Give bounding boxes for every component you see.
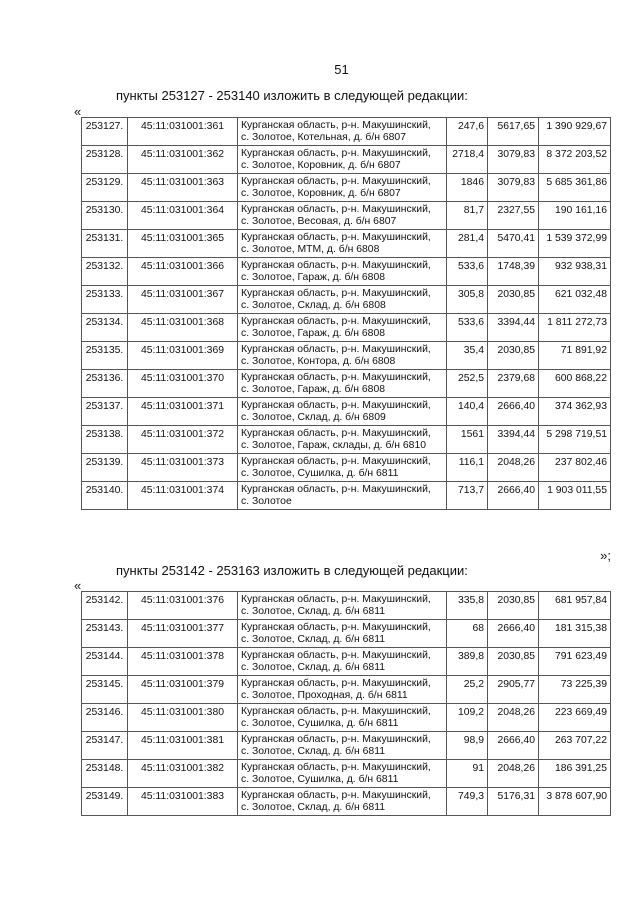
rate-cell: 2030,85 xyxy=(488,342,539,370)
address-line-2: с. Золотое, Гараж, д. б/н 6808 xyxy=(241,272,386,283)
area-cell: 1561 xyxy=(447,426,488,454)
cadastral-value-cell: 374 362,93 xyxy=(539,398,611,426)
area-cell: 1846 xyxy=(447,174,488,202)
area-cell: 98,9 xyxy=(447,732,488,760)
rate-cell: 5176,31 xyxy=(488,788,539,816)
cadastral-number-cell: 45:11:031001:365 xyxy=(128,230,238,258)
address-cell xyxy=(238,620,447,648)
cadastral-number-cell: 45:11:031001:369 xyxy=(128,342,238,370)
area-cell: 2718,4 xyxy=(447,146,488,174)
address-line-1: Курганская область, р-н. Макушинский, xyxy=(241,176,431,187)
table-row xyxy=(82,620,611,648)
table-row xyxy=(82,592,611,620)
cadastral-value-cell: 237 802,46 xyxy=(539,454,611,482)
table-row xyxy=(82,370,611,398)
row-number-cell: 253134. xyxy=(82,314,128,342)
row-number-cell: 253138. xyxy=(82,426,128,454)
row-number-cell: 253146. xyxy=(82,704,128,732)
row-number-cell: 253149. xyxy=(82,788,128,816)
row-number-cell: 253127. xyxy=(82,118,128,146)
address-cell xyxy=(238,788,447,816)
address-cell xyxy=(238,704,447,732)
row-number-cell: 253142. xyxy=(82,592,128,620)
address-cell xyxy=(238,592,447,620)
cadastral-value-cell: 73 225,39 xyxy=(539,676,611,704)
rate-cell: 2048,26 xyxy=(488,454,539,482)
cadastral-number-cell: 45:11:031001:374 xyxy=(128,482,238,510)
row-number-cell: 253129. xyxy=(82,174,128,202)
address-line-1: Курганская область, р-н. Макушинский, xyxy=(241,372,431,383)
cadastral-value-cell: 263 707,22 xyxy=(539,732,611,760)
area-cell: 749,3 xyxy=(447,788,488,816)
row-number-cell: 253144. xyxy=(82,648,128,676)
table-row xyxy=(82,202,611,230)
table-row xyxy=(82,732,611,760)
cadastral-value-cell: 1 539 372,99 xyxy=(539,230,611,258)
cadastral-number-cell: 45:11:031001:373 xyxy=(128,454,238,482)
address-cell xyxy=(238,398,447,426)
page-number: 51 xyxy=(334,62,349,77)
row-number-cell: 253133. xyxy=(82,286,128,314)
cadastral-number-cell: 45:11:031001:372 xyxy=(128,426,238,454)
address-cell xyxy=(238,370,447,398)
address-line-1: Курганская область, р-н. Макушинский, xyxy=(241,120,431,131)
cadastral-value-cell: 681 957,84 xyxy=(539,592,611,620)
cadastral-number-cell: 45:11:031001:370 xyxy=(128,370,238,398)
address-line-2: с. Золотое, Коровник, д. б/н 6807 xyxy=(241,188,401,199)
cadastral-value-cell: 8 372 203,52 xyxy=(539,146,611,174)
address-line-2: с. Золотое, МТМ, д. б/н 6808 xyxy=(241,244,380,255)
cadastral-value-cell: 5 685 361,86 xyxy=(539,174,611,202)
cadastral-number-cell: 45:11:031001:364 xyxy=(128,202,238,230)
address-line-1: Курганская область, р-н. Макушинский, xyxy=(241,260,431,271)
table-row xyxy=(82,286,611,314)
cadastral-number-cell: 45:11:031001:362 xyxy=(128,146,238,174)
address-cell xyxy=(238,146,447,174)
address-line-1: Курганская область, р-н. Макушинский, xyxy=(241,594,431,605)
rate-cell: 2048,26 xyxy=(488,760,539,788)
address-line-1: Курганская область, р-н. Макушинский, xyxy=(241,650,431,661)
address-cell xyxy=(238,314,447,342)
row-number-cell: 253132. xyxy=(82,258,128,286)
area-cell: 252,5 xyxy=(447,370,488,398)
row-number-cell: 253147. xyxy=(82,732,128,760)
area-cell: 533,6 xyxy=(447,258,488,286)
rate-cell: 1748,39 xyxy=(488,258,539,286)
row-number-cell: 253136. xyxy=(82,370,128,398)
table-row xyxy=(82,454,611,482)
cadastral-number-cell: 45:11:031001:379 xyxy=(128,676,238,704)
address-cell xyxy=(238,454,447,482)
row-number-cell: 253130. xyxy=(82,202,128,230)
area-cell: 281,4 xyxy=(447,230,488,258)
area-cell: 81,7 xyxy=(447,202,488,230)
cadastral-value-cell: 791 623,49 xyxy=(539,648,611,676)
area-cell: 389,8 xyxy=(447,648,488,676)
table-row xyxy=(82,788,611,816)
address-cell xyxy=(238,482,447,510)
table-row xyxy=(82,482,611,510)
table-row xyxy=(82,760,611,788)
cadastral-value-cell: 190 161,16 xyxy=(539,202,611,230)
table-row xyxy=(82,258,611,286)
cadastral-value-cell: 3 878 607,90 xyxy=(539,788,611,816)
area-cell: 116,1 xyxy=(447,454,488,482)
table-row xyxy=(82,342,611,370)
address-line-2: с. Золотое, Гараж, д. б/н 6808 xyxy=(241,384,386,395)
address-line-1: Курганская область, р-н. Макушинский, xyxy=(241,344,431,355)
address-line-1: Курганская область, р-н. Макушинский, xyxy=(241,706,431,717)
rate-cell: 2666,40 xyxy=(488,732,539,760)
address-cell xyxy=(238,676,447,704)
cadastral-number-cell: 45:11:031001:367 xyxy=(128,286,238,314)
address-line-1: Курганская область, р-н. Макушинский, xyxy=(241,734,431,745)
address-line-1: Курганская область, р-н. Макушинский, xyxy=(241,288,431,299)
cadastral-number-cell: 45:11:031001:381 xyxy=(128,732,238,760)
address-cell xyxy=(238,202,447,230)
rate-cell: 2666,40 xyxy=(488,482,539,510)
rate-cell: 3394,44 xyxy=(488,314,539,342)
area-cell: 35,4 xyxy=(447,342,488,370)
address-line-2: с. Золотое xyxy=(241,496,292,507)
address-cell xyxy=(238,760,447,788)
address-line-2: с. Золотое, Сушилка, д. б/н 6811 xyxy=(241,774,399,785)
address-line-1: Курганская область, р-н. Макушинский, xyxy=(241,790,431,801)
address-line-2: с. Золотое, Склад, д. б/н 6811 xyxy=(241,746,385,757)
address-cell xyxy=(238,258,447,286)
row-number-cell: 253131. xyxy=(82,230,128,258)
address-line-1: Курганская область, р-н. Макушинский, xyxy=(241,484,431,495)
address-cell xyxy=(238,342,447,370)
table-row xyxy=(82,314,611,342)
rate-cell: 2030,85 xyxy=(488,286,539,314)
address-line-2: с. Золотое, Котельная, д. б/н 6807 xyxy=(241,132,406,143)
cadastral-number-cell: 45:11:031001:377 xyxy=(128,620,238,648)
table-row xyxy=(82,704,611,732)
cadastral-value-cell: 932 938,31 xyxy=(539,258,611,286)
address-line-1: Курганская область, р-н. Макушинский, xyxy=(241,232,431,243)
rate-cell: 5470,41 xyxy=(488,230,539,258)
cadastral-value-cell: 181 315,38 xyxy=(539,620,611,648)
cadastral-number-cell: 45:11:031001:383 xyxy=(128,788,238,816)
row-number-cell: 253128. xyxy=(82,146,128,174)
section1-close-quote: »; xyxy=(600,548,611,563)
cadastral-number-cell: 45:11:031001:371 xyxy=(128,398,238,426)
area-cell: 305,8 xyxy=(447,286,488,314)
cadastral-number-cell: 45:11:031001:380 xyxy=(128,704,238,732)
row-number-cell: 253137. xyxy=(82,398,128,426)
row-number-cell: 253148. xyxy=(82,760,128,788)
rate-cell: 2327,55 xyxy=(488,202,539,230)
cadastral-value-cell: 1 811 272,73 xyxy=(539,314,611,342)
address-cell xyxy=(238,230,447,258)
address-line-1: Курганская область, р-н. Макушинский, xyxy=(241,456,431,467)
cadastral-number-cell: 45:11:031001:363 xyxy=(128,174,238,202)
cadastral-value-cell: 223 669,49 xyxy=(539,704,611,732)
row-number-cell: 253139. xyxy=(82,454,128,482)
rate-cell: 2905,77 xyxy=(488,676,539,704)
rate-cell: 3394,44 xyxy=(488,426,539,454)
address-cell xyxy=(238,118,447,146)
address-line-2: с. Золотое, Весовая, д. б/н 6807 xyxy=(241,216,397,227)
cadastral-value-cell: 1 390 929,67 xyxy=(539,118,611,146)
rate-cell: 2666,40 xyxy=(488,620,539,648)
address-line-1: Курганская область, р-н. Макушинский, xyxy=(241,428,431,439)
address-line-1: Курганская область, р-н. Макушинский, xyxy=(241,316,431,327)
address-line-2: с. Золотое, Склад, д. б/н 6811 xyxy=(241,606,385,617)
registry-table-2 xyxy=(81,591,611,816)
address-line-1: Курганская область, р-н. Макушинский, xyxy=(241,762,431,773)
address-cell xyxy=(238,426,447,454)
cadastral-number-cell: 45:11:031001:361 xyxy=(128,118,238,146)
area-cell: 140,4 xyxy=(447,398,488,426)
address-cell xyxy=(238,648,447,676)
address-line-2: с. Золотое, Склад, д. б/н 6811 xyxy=(241,662,385,673)
address-line-2: с. Золотое, Гараж, д. б/н 6808 xyxy=(241,328,386,339)
address-line-2: с. Золотое, Гараж, склады, д. б/н 6810 xyxy=(241,440,427,451)
address-line-1: Курганская область, р-н. Макушинский, xyxy=(241,400,431,411)
area-cell: 713,7 xyxy=(447,482,488,510)
cadastral-value-cell: 1 903 011,55 xyxy=(539,482,611,510)
cadastral-number-cell: 45:11:031001:376 xyxy=(128,592,238,620)
rate-cell: 3079,83 xyxy=(488,174,539,202)
rate-cell: 2048,26 xyxy=(488,704,539,732)
rate-cell: 2030,85 xyxy=(488,648,539,676)
table-row xyxy=(82,676,611,704)
address-line-1: Курганская область, р-н. Макушинский, xyxy=(241,678,431,689)
registry-table-1 xyxy=(81,117,611,510)
table-row xyxy=(82,648,611,676)
area-cell: 109,2 xyxy=(447,704,488,732)
address-line-2: с. Золотое, Склад, д. б/н 6808 xyxy=(241,300,386,311)
rate-cell: 3079,83 xyxy=(488,146,539,174)
address-cell xyxy=(238,732,447,760)
area-cell: 533,6 xyxy=(447,314,488,342)
rate-cell: 2666,40 xyxy=(488,398,539,426)
table-row xyxy=(82,146,611,174)
rate-cell: 2030,85 xyxy=(488,592,539,620)
section2-open-quote: « xyxy=(74,578,82,593)
address-line-2: с. Золотое, Контора, д. б/н 6808 xyxy=(241,356,396,367)
area-cell: 25,2 xyxy=(447,676,488,704)
address-line-2: с. Золотое, Склад, д. б/н 6811 xyxy=(241,802,385,813)
area-cell: 335,8 xyxy=(447,592,488,620)
address-line-2: с. Золотое, Сушилка, д. б/н 6811 xyxy=(241,468,399,479)
address-line-2: с. Золотое, Коровник, д. б/н 6807 xyxy=(241,160,401,171)
table-row xyxy=(82,230,611,258)
section1-intro: пункты 253127 - 253140 изложить в следующей редакции: xyxy=(116,88,468,103)
row-number-cell: 253143. xyxy=(82,620,128,648)
address-line-1: Курганская область, р-н. Макушинский, xyxy=(241,622,431,633)
table-row xyxy=(82,118,611,146)
row-number-cell: 253140. xyxy=(82,482,128,510)
cadastral-value-cell: 71 891,92 xyxy=(539,342,611,370)
rate-cell: 5617,65 xyxy=(488,118,539,146)
address-line-2: с. Золотое, Склад, д. б/н 6811 xyxy=(241,634,385,645)
row-number-cell: 253135. xyxy=(82,342,128,370)
table-row xyxy=(82,174,611,202)
address-line-1: Курганская область, р-н. Макушинский, xyxy=(241,148,431,159)
section2-intro: пункты 253142 - 253163 изложить в следующей редакции: xyxy=(116,563,468,578)
cadastral-value-cell: 600 868,22 xyxy=(539,370,611,398)
table-row xyxy=(82,398,611,426)
cadastral-value-cell: 186 391,25 xyxy=(539,760,611,788)
address-cell xyxy=(238,286,447,314)
row-number-cell: 253145. xyxy=(82,676,128,704)
cadastral-number-cell: 45:11:031001:366 xyxy=(128,258,238,286)
address-line-2: с. Золотое, Сушилка, д. б/н 6811 xyxy=(241,718,399,729)
cadastral-value-cell: 621 032,48 xyxy=(539,286,611,314)
rate-cell: 2379,68 xyxy=(488,370,539,398)
cadastral-number-cell: 45:11:031001:382 xyxy=(128,760,238,788)
address-line-1: Курганская область, р-н. Макушинский, xyxy=(241,204,431,215)
area-cell: 91 xyxy=(447,760,488,788)
area-cell: 68 xyxy=(447,620,488,648)
cadastral-number-cell: 45:11:031001:378 xyxy=(128,648,238,676)
address-cell xyxy=(238,174,447,202)
cadastral-value-cell: 5 298 719,51 xyxy=(539,426,611,454)
section1-open-quote: « xyxy=(74,104,82,119)
area-cell: 247,6 xyxy=(447,118,488,146)
cadastral-number-cell: 45:11:031001:368 xyxy=(128,314,238,342)
address-line-2: с. Золотое, Проходная, д. б/н 6811 xyxy=(241,690,408,701)
table-row xyxy=(82,426,611,454)
address-line-2: с. Золотое, Склад, д. б/н 6809 xyxy=(241,412,386,423)
